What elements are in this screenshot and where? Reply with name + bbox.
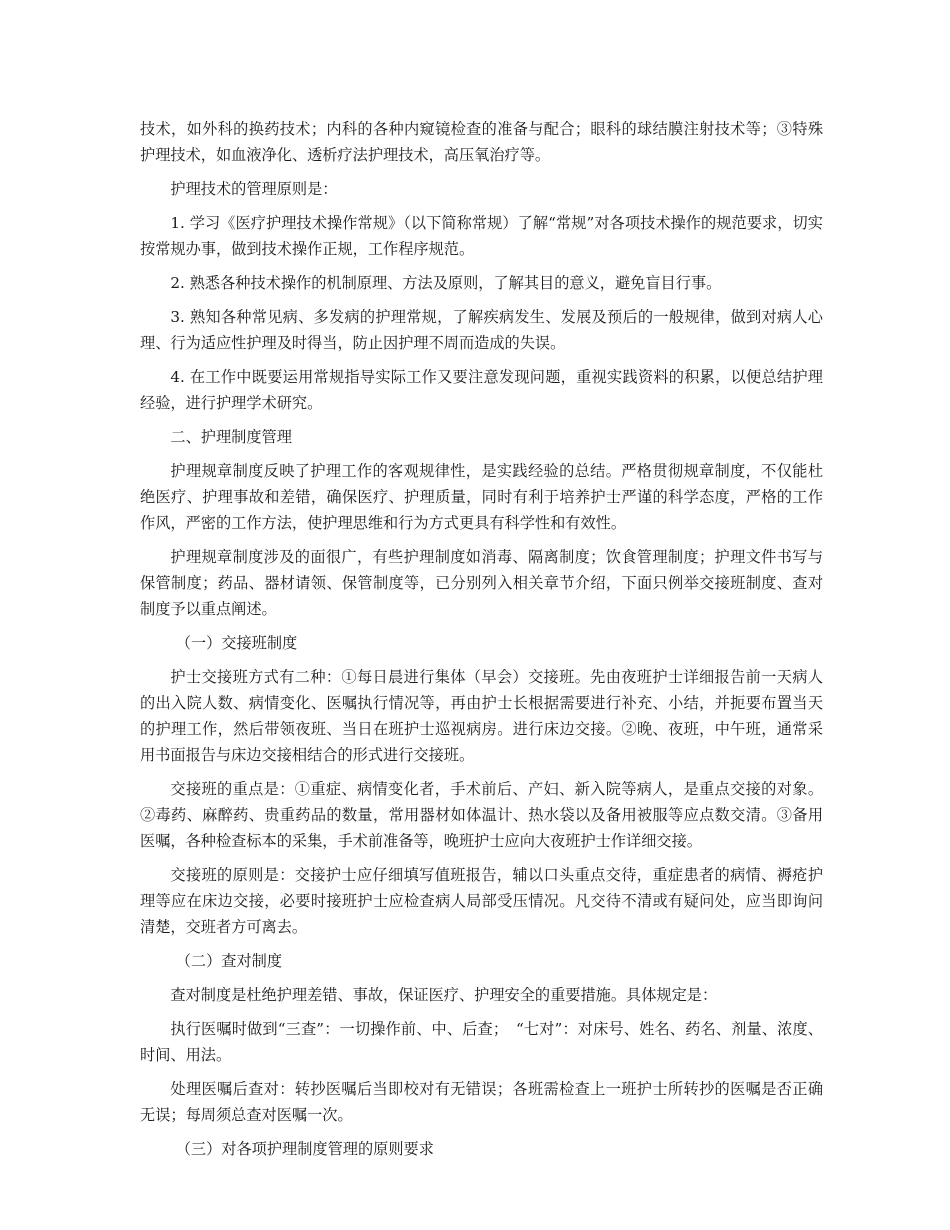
paragraph-principles-intro: 护理技术的管理原则是： [170,180,338,198]
paragraph-handover-focus: 交接班的重点是：①重症、病情变化者，手术前后、产妇、新入院等病人，是重点交接的对象。②毒药、麻醉药、贵重药品的数量，常用器材如体温计、热水袋以及备用被服等应点数交清。③备用医嘱，各种检查标本的采集，手术前准备等，晚班护士应向大夜班护士作详细交接。 [140,780,823,850]
paragraph-check-intro: 查对制度是杜绝护理差错、事故，保证医疗、护理安全的重要措施。具体规定是： [170,986,718,1004]
document-body [140,116,823,1170]
paragraph-continuation: 技术，如外科的换药技术；内科的各种内窥镜检查的准备与配合；眼科的球结膜注射技术等；③特殊护理技术，如血液净化、透析疗法护理技术，高压氧治疗等。 [140,120,823,164]
paragraph-rules-scope: 护理规章制度涉及的面很广，有些护理制度如消毒、隔离制度；饮食管理制度；护理文件书写与保管制度；药品、器材请领、保管制度等，已分别列入相关章节介绍，下面只例举交接班制度、查对制度予以重点阐述。 [140,548,823,618]
paragraph-handover-principles: 交接班的原则是：交接护士应仔细填写值班报告，辅以口头重点交待，重症患者的病情、褥疮护理等应在床边交接，必要时接班护士应检查病人局部受压情况。凡交待不清或有疑问处，应当即询问清楚，交班者方可离去。 [140,866,823,936]
paragraph-rules-overview: 护理规章制度反映了护理工作的客观规律性，是实践经验的总结。严格贯彻规章制度，不仅能杜绝医疗、护理事故和差错，确保医疗、护理质量，同时有利于培养护士严谨的科学态度，严格的工作作风，严密的工作方法，使护理思维和行为方式更具有科学性和有效性。 [140,462,823,532]
subheading-management-requirements: （三）对各项护理制度管理的原则要求 [175,1140,434,1158]
paragraph-principle-3: 3. 熟知各种常见病、多发病的护理常规，了解疾病发生、发展及预后的一般规律，做到对病人心理、行为适应性护理及时得当，防止因护理不周而造成的失误。 [140,308,823,352]
paragraph-check-orders: 执行医嘱时做到“三查”：一切操作前、中、后查； “七对”：对床号、姓名、药名、剂量、浓度、时间、用法。 [140,1020,823,1064]
subheading-check-system: （二）查对制度 [175,952,283,970]
paragraph-handover-methods: 护士交接班方式有二种：①每日晨进行集体（早会）交接班。先由夜班护士详细报告前一天病人的出入院人数、病情变化、医嘱执行情况等，再由护士长根据需要进行补充、小结，并扼要布置当天的护理工作，然后带领夜班、当日在班护士巡视病房。进行床边交接。②晚、夜班，中午班，通常采用书面报告与床边交接相结合的形式进行交接班。 [140,668,823,764]
paragraph-check-after-orders: 处理医嘱后查对：转抄医嘱后当即校对有无错误；各班需检查上一班护士所转抄的医嘱是否正确无误；每周须总查对医嘱一次。 [140,1080,823,1124]
paragraph-principle-1: 1. 学习《医疗护理技术操作常规》（以下简称常规）了解“常规”对各项技术操作的规范要求，切实按常规办事，做到技术操作正规，工作程序规范。 [140,214,823,258]
paragraph-principle-2: 2. 熟悉各种技术操作的机制原理、方法及原则，了解其目的意义，避免盲目行事。 [170,274,722,292]
paragraph-principle-4: 4. 在工作中既要运用常规指导实际工作又要注意发现问题，重视实践资料的积累，以便总结护理经验，进行护理学术研究。 [140,368,823,412]
section-heading-nursing-system: 二、护理制度管理 [170,428,292,446]
subheading-shift-handover: （一）交接班制度 [175,634,298,652]
